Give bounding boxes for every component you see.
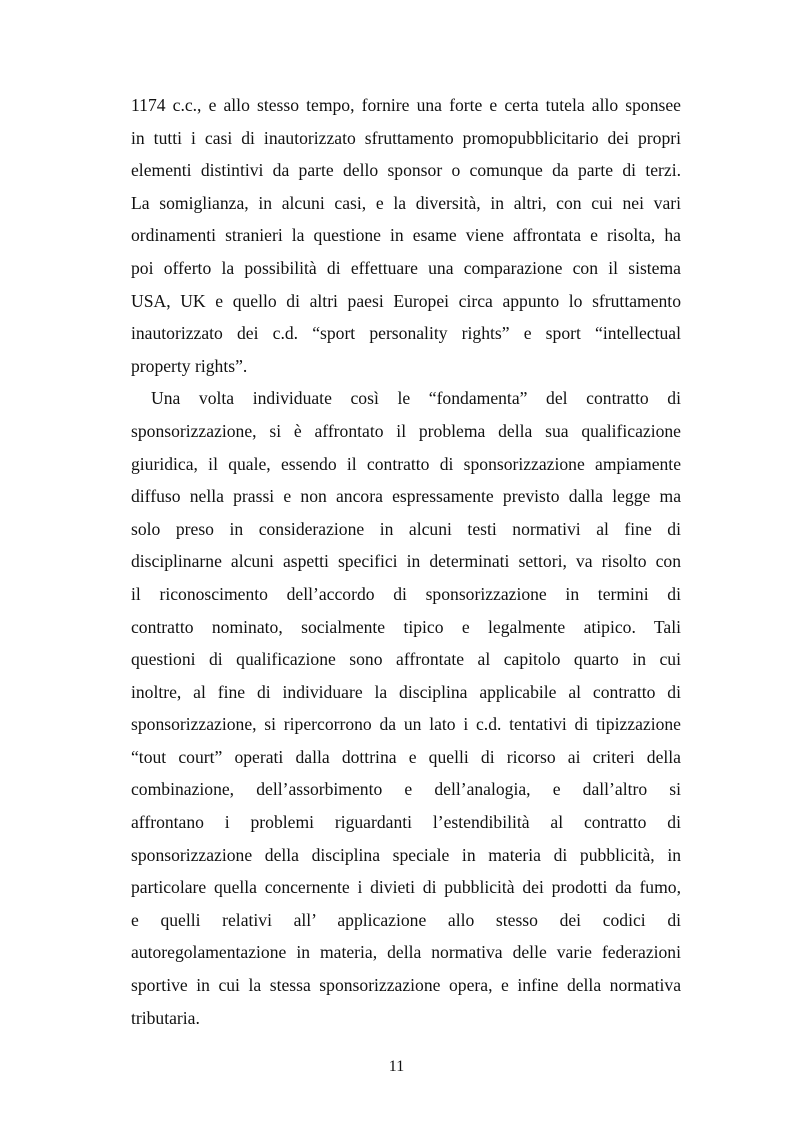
- text-line: e quelli relativi all’ applicazione allo stesso dei codici di: [131, 909, 681, 930]
- text-line: sponsorizzazione, si è affrontato il problema della sua qualificazione: [131, 420, 681, 441]
- text-line: solo preso in considerazione in alcuni testi normativi al fine di: [131, 518, 681, 539]
- text-line: contratto nominato, socialmente tipico e legalmente atipico. Tali: [131, 616, 681, 637]
- text-line: Una volta individuate così le “fondamenta” del contratto di: [151, 388, 681, 409]
- text-line: inoltre, al fine di individuare la disciplina applicabile al contratto di: [131, 681, 681, 702]
- paragraph-2: [131, 382, 681, 1034]
- text-line: 1174 c.c., e allo stesso tempo, fornire una forte e certa tutela allo sponsee: [131, 95, 681, 115]
- paragraph-1: [131, 89, 681, 382]
- text-line: combinazione, dell’assorbimento e dell’analogia, e dall’altro si: [131, 779, 681, 800]
- page-number: 11: [388, 1058, 405, 1075]
- document-body: [131, 89, 681, 1034]
- text-line: il riconoscimento dell’accordo di sponsorizzazione in termini di: [131, 583, 681, 604]
- text-line: in tutti i casi di inautorizzato sfruttamento promopubblicitario dei propri: [131, 127, 681, 148]
- text-line: property rights”.: [131, 355, 248, 376]
- text-line: tributaria.: [131, 1007, 200, 1028]
- text-line: ordinamenti stranieri la questione in esame viene affrontata e risolta, ha: [131, 225, 681, 246]
- text-line: disciplinarne alcuni aspetti specifici in determinati settori, va risolto con: [131, 551, 681, 572]
- text-line: USA, UK e quello di altri paesi Europei circa appunto lo sfruttamento: [131, 290, 681, 311]
- text-line: particolare quella concernente i divieti di pubblicità dei prodotti da fumo,: [131, 877, 681, 898]
- text-line: giuridica, il quale, essendo il contratto di sponsorizzazione ampiamente: [131, 453, 681, 474]
- text-line: sportive in cui la stessa sponsorizzazione opera, e infine della normativa: [131, 975, 681, 996]
- text-line: elementi distintivi da parte dello sponsor o comunque da parte di terzi.: [131, 160, 681, 181]
- text-line: La somiglianza, in alcuni casi, e la diversità, in altri, con cui nei vari: [131, 192, 681, 213]
- text-line: inautorizzato dei c.d. “sport personality rights” e sport “intellectual: [131, 323, 681, 344]
- text-line: poi offerto la possibilità di effettuare una comparazione con il sistema: [131, 257, 681, 278]
- text-line: diffuso nella prassi e non ancora espressamente previsto dalla legge ma: [131, 486, 681, 507]
- text-line: autoregolamentazione in materia, della normativa delle varie federazioni: [131, 942, 681, 963]
- text-line: questioni di qualificazione sono affrontate al capitolo quarto in cui: [131, 649, 681, 670]
- text-line: affrontano i problemi riguardanti l’estendibilità al contratto di: [131, 812, 681, 833]
- text-line: “tout court” operati dalla dottrina e quelli di ricorso ai criteri della: [131, 746, 681, 767]
- text-line: sponsorizzazione, si ripercorrono da un lato i c.d. tentativi di tipizzazione: [131, 714, 681, 735]
- text-line: sponsorizzazione della disciplina speciale in materia di pubblicità, in: [131, 844, 681, 865]
